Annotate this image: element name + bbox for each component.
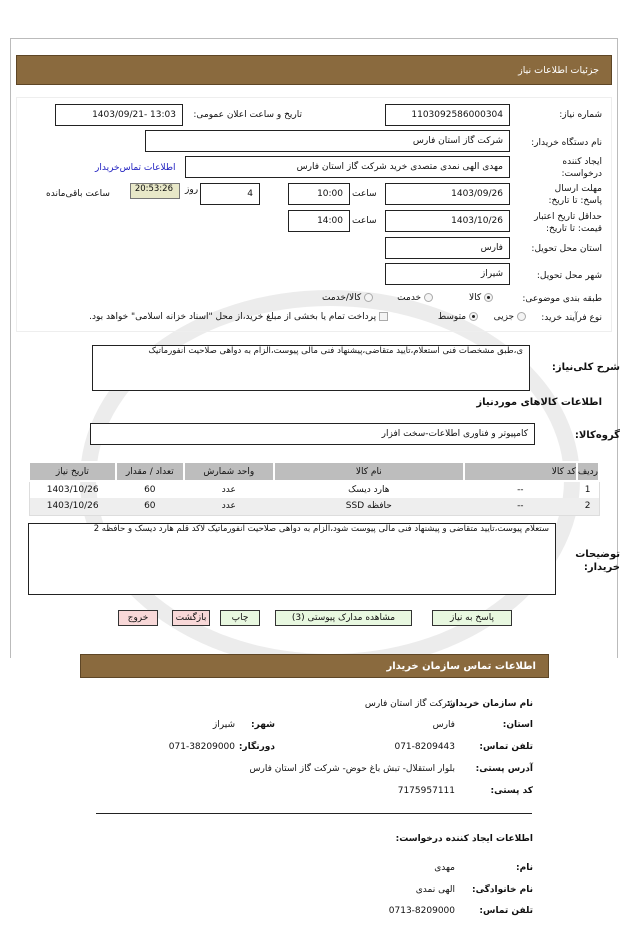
category-label: طبقه بندی موضوعی: <box>522 294 602 304</box>
deadline-time-field: 10:00 <box>288 183 350 205</box>
cell: هارد دیسک <box>348 485 390 495</box>
cell: 60 <box>116 498 184 515</box>
announce-field: 1403/09/21- 13:03 <box>55 104 183 126</box>
creator-phone-label: تلفن تماس: <box>479 906 533 916</box>
cell: 1403/10/26 <box>29 498 116 515</box>
city-value: شیراز <box>212 720 235 730</box>
org-label: نام سازمان خریدار: <box>446 699 533 709</box>
checkbox-icon[interactable] <box>379 312 388 321</box>
table-row <box>29 498 599 515</box>
creator-label: ایجاد کننده درخواست: <box>561 157 602 179</box>
name-value: مهدی <box>434 863 455 873</box>
deadline-label: مهلت ارسال پاسخ: تا تاریخ: <box>548 184 602 206</box>
radio-icon[interactable] <box>517 312 526 321</box>
phone-label: تلفن تماس: <box>479 742 533 752</box>
creator-info-title: اطلاعات ایجاد کننده درخواست: <box>395 834 533 844</box>
days-remaining-field: 4 <box>200 183 260 205</box>
option-label: کالا/خدمت <box>321 293 362 303</box>
cell: 60 <box>144 485 156 495</box>
reply-button[interactable]: پاسخ به نیاز <box>432 610 512 626</box>
goods-group-field: کامپیوتر و فناوری اطلاعات-سخت افزار <box>90 423 535 445</box>
radio-selected-icon[interactable] <box>484 293 493 302</box>
divider <box>96 813 532 814</box>
announce-label: تاریخ و ساعت اعلان عمومی: <box>193 110 302 120</box>
treasury-note: پرداخت تمام یا بخشی از مبلغ خرید،از محل "اسناد خزانه اسلامی" خواهد بود. <box>89 312 377 322</box>
col-date: تاریخ نیاز <box>29 462 116 481</box>
goods-table <box>28 461 600 516</box>
description-textarea[interactable]: ی،طبق مشخصات فنی استعلام،تایید متقاضی،پیشنهاد فنی مالی پیوست،الزام به دواهی صلاحیت انفورماتیک <box>92 345 530 391</box>
cell: 1403/10/26 <box>46 485 99 495</box>
print-button[interactable]: چاپ <box>220 610 260 626</box>
radio-selected-icon[interactable] <box>469 312 478 321</box>
cell: 1 <box>584 485 591 495</box>
province-field: فارس <box>385 237 510 259</box>
page-header <box>16 55 612 85</box>
category-goods-radio[interactable] <box>469 293 493 303</box>
buyer-field: شرکت گاز استان فارس <box>145 130 510 152</box>
cell: عدد <box>184 498 274 515</box>
process-label: نوع فرآیند خرید: <box>541 313 602 323</box>
need-number-label: شماره نیاز: <box>559 110 602 120</box>
category-both-radio[interactable] <box>322 293 373 303</box>
postal-value: 7175957111 <box>397 786 455 796</box>
option-label: کالا <box>468 293 482 303</box>
option-label: خدمت <box>397 293 422 303</box>
contact-title: اطلاعات تماس سازمان خریدار <box>386 660 536 672</box>
option-label: جزیی <box>493 312 515 322</box>
city-label: شهر محل تحویل: <box>536 271 602 281</box>
back-button[interactable]: بازگشت <box>172 610 210 626</box>
option-label: متوسط <box>437 312 467 322</box>
col-unit: واحد شمارش <box>184 462 274 481</box>
fax-value: 071-38209000 <box>168 742 235 752</box>
table-row <box>29 481 599 498</box>
goods-group-label: گروه‌کالا: <box>574 430 620 441</box>
creator-phone-value: 0713-8209000 <box>388 906 455 916</box>
remaining-label: ساعت باقی‌مانده <box>46 189 110 199</box>
view-attachments-button[interactable]: مشاهده مدارک پیوستی (3) <box>275 610 412 626</box>
buyer-notes-textarea[interactable]: ستعلام پیوست،تایید متقاضی و پیشنهاد فنی مالی پیوست شود،الزام به دواهی صلاحیت انفورماتیک لاکد قلم هارد دیسک و حافظه 2 <box>28 523 556 595</box>
buyer-label: نام دستگاه خریدار: <box>531 138 602 148</box>
cell: 2 <box>577 498 599 515</box>
creator-field: مهدی الهی نمدی متصدی خرید شرکت گاز استان فارس <box>185 156 510 178</box>
deadline-time-label: ساعت <box>352 189 377 199</box>
need-number-field: 1103092586000304 <box>385 104 510 126</box>
col-code: کد کالا <box>464 462 577 481</box>
province-value: فارس <box>432 720 455 730</box>
org-value: شرکت گاز استان فارس <box>364 699 455 709</box>
cell: -- <box>464 498 577 515</box>
family-label: نام خانوادگی: <box>471 885 533 895</box>
buyer-notes-label: توضیحات خریدار: <box>575 549 620 573</box>
address-value: بلوار استقلال- تبش باغ حوض- شرکت گاز استان فارس <box>249 764 455 774</box>
radio-icon[interactable] <box>364 293 373 302</box>
col-name: نام کالا <box>274 462 464 481</box>
description-label: شرح کلی‌نیاز: <box>551 362 620 373</box>
treasury-checkbox[interactable] <box>89 312 388 322</box>
city-field: شیراز <box>385 263 510 285</box>
validity-date-field: 1403/10/26 <box>385 210 510 232</box>
days-label: روز <box>185 185 199 195</box>
category-service-radio[interactable] <box>397 293 433 303</box>
exit-button[interactable]: خروج <box>118 610 158 626</box>
family-value: الهی نمدی <box>415 885 455 895</box>
goods-title: اطلاعات کالاهای موردنیاز <box>476 397 602 408</box>
contact-header <box>80 654 549 678</box>
col-qty: تعداد / مقدار <box>116 462 184 481</box>
fax-label: دورنگار: <box>238 742 275 752</box>
deadline-date-field: 1403/09/26 <box>385 183 510 205</box>
city-label: شهر: <box>251 720 275 730</box>
col-row: ردیف <box>577 462 599 481</box>
province-label: استان محل تحویل: <box>531 244 602 254</box>
address-label: آدرس پستی: <box>475 764 533 774</box>
province-label: استان: <box>502 720 533 730</box>
remaining-time-field: 20:53:26 <box>130 183 180 199</box>
phone-value: 071-8209443 <box>394 742 455 752</box>
validity-time-label: ساعت <box>352 216 377 226</box>
radio-icon[interactable] <box>424 293 433 302</box>
buyer-contact-link[interactable]: اطلاعات تماس‌خریدار <box>95 163 176 173</box>
page-title: جزئیات اطلاعات نیاز <box>518 64 599 76</box>
postal-label: کد پستی: <box>490 786 533 796</box>
cell: عدد <box>221 485 236 495</box>
cell: -- <box>517 485 524 495</box>
cell: حافظه SSD <box>274 498 464 515</box>
process-medium-radio[interactable] <box>438 312 478 322</box>
validity-time-field: 14:00 <box>288 210 350 232</box>
name-label: نام: <box>516 863 533 873</box>
process-minor-radio[interactable] <box>494 312 526 322</box>
validity-label: حداقل تاریخ اعتبار قیمت: تا تاریخ: <box>534 212 602 234</box>
